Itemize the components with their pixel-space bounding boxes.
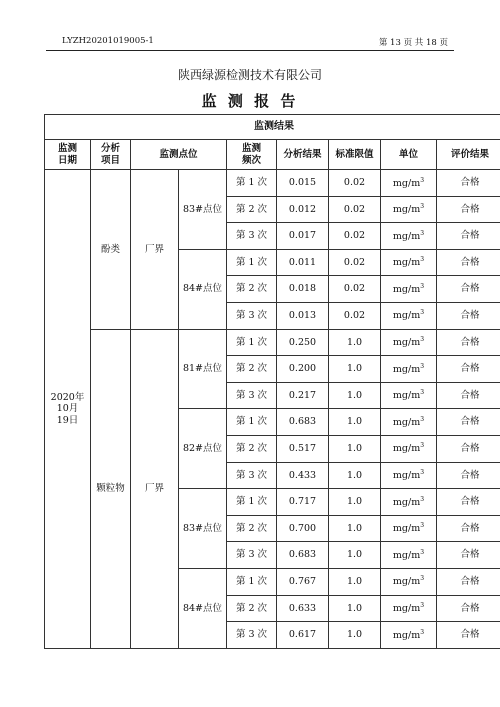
evaluation-cell: 合格: [437, 595, 500, 622]
frequency-cell: 第 2 次: [227, 196, 277, 223]
frequency-cell: 第 1 次: [227, 489, 277, 516]
limit-cell: 0.02: [329, 170, 381, 197]
result-cell: 0.013: [277, 302, 329, 329]
unit-cell: $mg/m^3$: [381, 223, 437, 250]
unit-cell: $mg/m^3$: [381, 462, 437, 489]
unit-cell: $mg/m^3$: [381, 249, 437, 276]
evaluation-cell: 合格: [437, 276, 500, 303]
frequency-cell: 第 2 次: [227, 595, 277, 622]
result-cell: 0.017: [277, 223, 329, 250]
limit-cell: 1.0: [329, 489, 381, 516]
evaluation-cell: 合格: [437, 302, 500, 329]
analysis-item: 颗粒物: [91, 329, 131, 648]
limit-cell: 1.0: [329, 382, 381, 409]
unit-cell: $mg/m^3$: [381, 276, 437, 303]
unit-superscript: 3: [420, 469, 425, 477]
evaluation-cell: 合格: [437, 462, 500, 489]
result-cell: 0.700: [277, 515, 329, 542]
document-number: LYZH20201019005-1: [62, 36, 154, 46]
result-cell: 0.767: [277, 568, 329, 595]
frequency-cell: 第 2 次: [227, 435, 277, 462]
unit-superscript: 3: [420, 389, 425, 397]
unit-superscript: 3: [420, 575, 425, 583]
limit-cell: 1.0: [329, 462, 381, 489]
unit-superscript: 3: [420, 602, 425, 610]
evaluation-cell: 合格: [437, 329, 500, 356]
result-cell: 0.012: [277, 196, 329, 223]
unit-superscript: 3: [420, 176, 425, 184]
evaluation-cell: 合格: [437, 435, 500, 462]
column-header: 单位: [381, 140, 437, 170]
unit-superscript: 3: [420, 229, 425, 237]
column-header: 评价结果: [437, 140, 500, 170]
result-cell: 0.200: [277, 356, 329, 383]
evaluation-cell: 合格: [437, 542, 500, 569]
unit-superscript: 3: [420, 442, 425, 450]
unit-cell: $mg/m^3$: [381, 515, 437, 542]
evaluation-cell: 合格: [437, 622, 500, 649]
frequency-cell: 第 3 次: [227, 302, 277, 329]
limit-cell: 1.0: [329, 568, 381, 595]
limit-cell: 0.02: [329, 302, 381, 329]
unit-superscript: 3: [420, 522, 425, 530]
unit-cell: $mg/m^3$: [381, 196, 437, 223]
page-header: [0, 0, 500, 52]
unit-superscript: 3: [420, 362, 425, 370]
limit-cell: 0.02: [329, 223, 381, 250]
evaluation-cell: 合格: [437, 170, 500, 197]
company-name: 陕西绿源检测技术有限公司: [177, 68, 322, 82]
result-cell: 0.683: [277, 409, 329, 436]
unit-superscript: 3: [420, 336, 425, 344]
analysis-item: 酚类: [91, 170, 131, 330]
monitoring-point: 81#点位: [179, 329, 227, 409]
limit-cell: 1.0: [329, 409, 381, 436]
unit-superscript: 3: [420, 548, 425, 556]
unit-cell: $mg/m^3$: [381, 409, 437, 436]
unit-cell: $mg/m^3$: [381, 542, 437, 569]
column-header: 标准限值: [329, 140, 381, 170]
frequency-cell: 第 1 次: [227, 409, 277, 436]
limit-cell: 1.0: [329, 356, 381, 383]
limit-cell: 0.02: [329, 276, 381, 303]
result-cell: 0.018: [277, 276, 329, 303]
frequency-cell: 第 2 次: [227, 356, 277, 383]
evaluation-cell: 合格: [437, 568, 500, 595]
evaluation-cell: 合格: [437, 196, 500, 223]
monitoring-point: 84#点位: [179, 568, 227, 648]
table-row: [45, 329, 500, 356]
evaluation-cell: 合格: [437, 515, 500, 542]
column-header: 监测 频次: [227, 140, 277, 170]
page-number: 第 13 页 共 18 页: [378, 38, 448, 48]
unit-cell: $mg/m^3$: [381, 568, 437, 595]
evaluation-cell: 合格: [437, 223, 500, 250]
frequency-cell: 第 3 次: [227, 462, 277, 489]
unit-cell: $mg/m^3$: [381, 356, 437, 383]
result-cell: 0.517: [277, 435, 329, 462]
unit-cell: $mg/m^3$: [381, 622, 437, 649]
limit-cell: 0.02: [329, 196, 381, 223]
unit-cell: $mg/m^3$: [381, 489, 437, 516]
evaluation-cell: 合格: [437, 249, 500, 276]
unit-superscript: 3: [420, 203, 425, 211]
result-cell: 0.617: [277, 622, 329, 649]
frequency-cell: 第 3 次: [227, 542, 277, 569]
unit-superscript: 3: [420, 256, 425, 264]
column-header-row: [45, 140, 500, 170]
header-rule: [46, 50, 454, 51]
unit-superscript: 3: [420, 282, 425, 290]
evaluation-cell: 合格: [437, 356, 500, 383]
frequency-cell: 第 1 次: [227, 329, 277, 356]
monitoring-area: 厂界: [131, 329, 179, 648]
result-cell: 0.250: [277, 329, 329, 356]
monitoring-point: 84#点位: [179, 249, 227, 329]
result-cell: 0.633: [277, 595, 329, 622]
table-caption: 监测结果: [45, 115, 500, 140]
limit-cell: 1.0: [329, 329, 381, 356]
limit-cell: 0.02: [329, 249, 381, 276]
result-cell: 0.011: [277, 249, 329, 276]
limit-cell: 1.0: [329, 622, 381, 649]
result-cell: 0.683: [277, 542, 329, 569]
monitoring-date: 2020年 10月 19日: [45, 170, 91, 649]
unit-cell: $mg/m^3$: [381, 329, 437, 356]
result-cell: 0.217: [277, 382, 329, 409]
unit-superscript: 3: [420, 309, 425, 317]
frequency-cell: 第 3 次: [227, 622, 277, 649]
result-cell: 0.015: [277, 170, 329, 197]
limit-cell: 1.0: [329, 595, 381, 622]
table-body: [45, 170, 500, 649]
unit-cell: $mg/m^3$: [381, 435, 437, 462]
limit-cell: 1.0: [329, 542, 381, 569]
column-header: 监测 日期: [45, 140, 91, 170]
unit-superscript: 3: [420, 628, 425, 636]
monitoring-point: 83#点位: [179, 489, 227, 569]
evaluation-cell: 合格: [437, 382, 500, 409]
unit-cell: $mg/m^3$: [381, 382, 437, 409]
monitoring-point: 83#点位: [179, 170, 227, 250]
frequency-cell: 第 2 次: [227, 515, 277, 542]
limit-cell: 1.0: [329, 435, 381, 462]
unit-superscript: 3: [420, 415, 425, 423]
result-cell: 0.433: [277, 462, 329, 489]
column-header: 分析结果: [277, 140, 329, 170]
column-header: 监测点位: [131, 140, 227, 170]
frequency-cell: 第 1 次: [227, 170, 277, 197]
evaluation-cell: 合格: [437, 409, 500, 436]
frequency-cell: 第 1 次: [227, 249, 277, 276]
limit-cell: 1.0: [329, 515, 381, 542]
result-cell: 0.717: [277, 489, 329, 516]
unit-cell: $mg/m^3$: [381, 170, 437, 197]
column-header: 分析 项目: [91, 140, 131, 170]
unit-cell: $mg/m^3$: [381, 595, 437, 622]
unit-superscript: 3: [420, 495, 425, 503]
monitoring-area: 厂界: [131, 170, 179, 330]
evaluation-cell: 合格: [437, 489, 500, 516]
frequency-cell: 第 1 次: [227, 568, 277, 595]
results-table: [44, 114, 500, 649]
monitoring-point: 82#点位: [179, 409, 227, 489]
table-row: [45, 170, 500, 197]
report-title: 监 测 报 告: [201, 92, 299, 110]
frequency-cell: 第 2 次: [227, 276, 277, 303]
frequency-cell: 第 3 次: [227, 382, 277, 409]
frequency-cell: 第 3 次: [227, 223, 277, 250]
unit-cell: $mg/m^3$: [381, 302, 437, 329]
